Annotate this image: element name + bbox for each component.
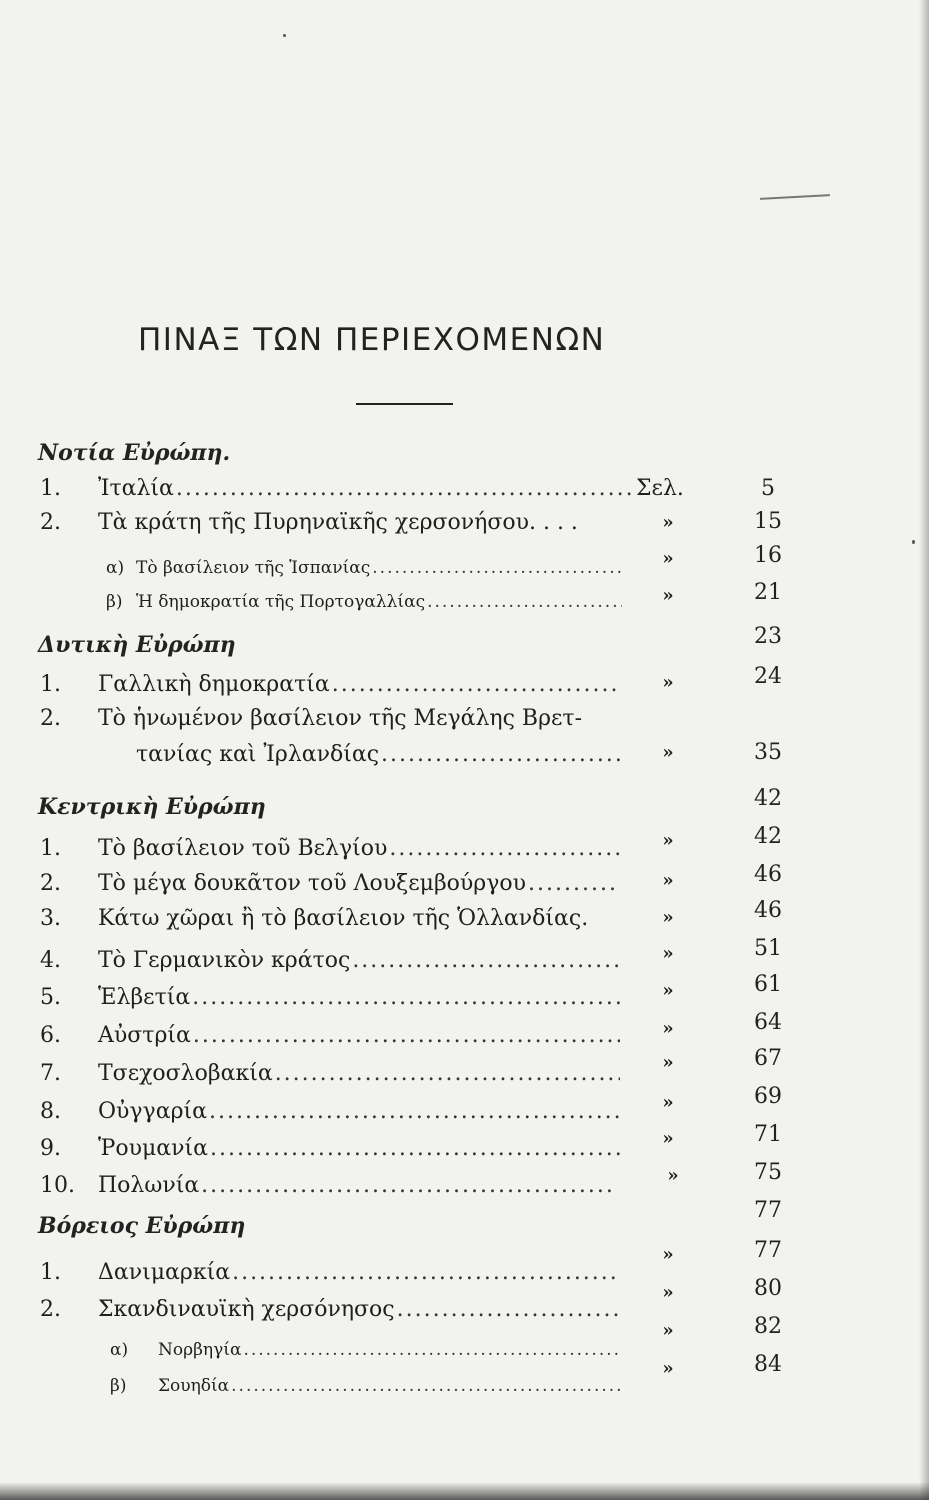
ditto-mark: » [662, 742, 674, 763]
toc-entry[interactable] [40, 1061, 620, 1091]
page-number: 5 [761, 476, 775, 501]
entry-title: Πολωνία [98, 1173, 200, 1198]
leader-dots [176, 476, 636, 501]
ditto-mark: » [662, 1358, 674, 1379]
toc-entry[interactable] [40, 948, 620, 978]
leader-dots [193, 1023, 620, 1048]
entry-title: Νορβηγία [158, 1340, 242, 1360]
entry-number: 8. [40, 1099, 61, 1124]
ditto-mark: » [662, 943, 674, 964]
entry-title: Ἰταλία [98, 476, 174, 501]
entry-title: Σκανδιναυϊκὴ χερσόνησος [98, 1297, 395, 1322]
leader-dots [397, 1297, 620, 1322]
entry-title: Τὸ Γερμανικὸν κράτος [98, 948, 351, 973]
section-heading: Κεντρικὴ Εὐρώπη [38, 794, 266, 820]
entry-number: β) [110, 1376, 127, 1396]
page-number: 23 [754, 624, 782, 649]
entry-number: 2. [40, 510, 61, 535]
ditto-mark: » [662, 830, 674, 851]
toc-entry[interactable] [40, 476, 636, 506]
leader-dots [389, 836, 620, 861]
toc-entry[interactable] [40, 672, 620, 702]
entry-title: Κάτω χῶραι ἢ τὸ βασίλειον τῆς Ὁλλανδίας. [98, 906, 589, 931]
page-title: ΠΙΝΑΞ ΤΩΝ ΠΕΡΙΕΧΟΜΕΝΩΝ [138, 322, 606, 358]
ditto-mark: » [662, 1244, 674, 1265]
title-underline [356, 403, 453, 405]
section-heading: Δυτικὴ Εὐρώπη [38, 632, 236, 658]
ditto-mark: » [662, 1320, 674, 1341]
entry-title: Ῥουμανία [98, 1136, 209, 1161]
page-number: 80 [754, 1276, 782, 1301]
entry-number: 9. [40, 1136, 61, 1161]
page-number: 24 [754, 664, 782, 689]
ditto-mark: » [662, 1282, 674, 1303]
entry-title: Ἡ δημοκρατία τῆς Πορτογαλλίας [136, 592, 426, 612]
entry-title: Τὸ βασίλειον τοῦ Βελγίου [98, 836, 388, 861]
entry-title: Αὐστρία [98, 1023, 191, 1048]
page-number: 69 [754, 1084, 782, 1109]
page-number: 51 [754, 936, 782, 961]
entry-number: 3. [40, 906, 61, 931]
entry-title: Δανιμαρκία [98, 1260, 231, 1285]
page-number: 77 [754, 1238, 782, 1263]
entry-title: Οὐγγαρία [98, 1099, 207, 1124]
leader-dots [352, 948, 620, 973]
page-number: 61 [754, 972, 782, 997]
ditto-mark: » [662, 1052, 674, 1073]
toc-entry[interactable] [40, 906, 620, 936]
toc-entry[interactable] [40, 510, 620, 540]
toc-entry[interactable] [40, 1260, 620, 1290]
ditto-mark: » [662, 1128, 674, 1149]
ditto-mark: » [662, 980, 674, 1001]
toc-entry-continuation[interactable] [136, 742, 622, 772]
entry-number: 1. [40, 836, 61, 861]
leader-dots [427, 592, 622, 612]
entry-number: 5. [40, 985, 61, 1010]
leader-dots [372, 558, 622, 578]
toc-subentry[interactable] [110, 1340, 622, 1370]
entry-number: 1. [40, 476, 61, 501]
toc-entry[interactable] [40, 871, 620, 901]
entry-number: α) [110, 1340, 129, 1360]
page-number: 71 [754, 1122, 782, 1147]
ditto-mark: » [662, 1092, 674, 1113]
entry-title: Σουηδία [158, 1376, 230, 1396]
page-number: 75 [754, 1160, 782, 1185]
ditto-mark: » [662, 907, 674, 928]
entry-title: Τσεχοσλοβακία [98, 1061, 273, 1086]
page-number: 84 [754, 1352, 782, 1377]
leader-dots [209, 1099, 620, 1124]
entry-number: 1. [40, 672, 61, 697]
paper-speck [283, 34, 286, 37]
leader-dots [275, 1061, 620, 1086]
toc-entry[interactable] [40, 985, 620, 1015]
page-number: 64 [754, 1010, 782, 1035]
page-number: 42 [754, 824, 782, 849]
entry-number: 1. [40, 1260, 61, 1285]
entry-number: 4. [40, 948, 61, 973]
page-number: 46 [754, 898, 782, 923]
leader-dots [232, 1260, 620, 1285]
pencil-mark [760, 194, 830, 200]
ditto-mark: » [662, 548, 674, 569]
leader-dots [201, 1173, 614, 1198]
ditto-mark: » [662, 870, 674, 891]
toc-entry[interactable] [40, 706, 680, 736]
page-bottom-shadow [0, 1482, 929, 1500]
ditto-mark: » [667, 1165, 679, 1186]
entry-number: 7. [40, 1061, 61, 1086]
section-heading: Νοτία Εὐρώπη. [38, 440, 231, 466]
ditto-mark: » [662, 512, 674, 533]
toc-entry[interactable] [40, 1136, 620, 1166]
leader-dots [231, 1376, 622, 1396]
page-number: 35 [754, 740, 782, 765]
page-number: 46 [754, 862, 782, 887]
leader-dots [332, 672, 620, 697]
page-label: Σελ. [636, 476, 684, 501]
entry-number: 6. [40, 1023, 61, 1048]
leader-dots [192, 985, 620, 1010]
entry-title: Τὸ μέγα δουκᾶτον τοῦ Λουξεμβούργου [98, 871, 527, 896]
page-number: 67 [754, 1046, 782, 1071]
page-number: 21 [754, 580, 782, 605]
page-number: 77 [754, 1198, 782, 1223]
entry-title: τανίας καὶ Ἰρλανδίας [136, 742, 380, 767]
ditto-mark: » [662, 672, 674, 693]
entry-number: 2. [40, 1297, 61, 1322]
entry-title: Τὸ ἡνωμένον βασίλειον τῆς Μεγάλης Βρετ- [98, 706, 583, 731]
page-number: 82 [754, 1314, 782, 1339]
leader-dots [243, 1340, 622, 1360]
toc-entry[interactable] [40, 1173, 614, 1203]
toc-entry[interactable] [40, 1099, 620, 1129]
entry-number: 10. [40, 1173, 75, 1198]
paper-speck [912, 540, 915, 544]
leader-dots [528, 871, 620, 896]
toc-entry[interactable] [40, 1023, 620, 1053]
toc-subentry[interactable] [110, 1376, 622, 1406]
toc-subentry[interactable] [106, 592, 622, 622]
page-number: 42 [754, 786, 782, 811]
ditto-mark: » [662, 1018, 674, 1039]
leader-dots [210, 1136, 620, 1161]
section-heading: Βόρειος Εὐρώπη [38, 1213, 246, 1239]
entry-number: α) [106, 558, 125, 578]
entry-title: Γαλλικὴ δημοκρατία [98, 672, 330, 697]
entry-title: Ἑλβετία [98, 985, 191, 1010]
entry-title: Τὰ κράτη τῆς Πυρηναϊκῆς χερσονήσου. . . . [98, 510, 578, 535]
entry-number: 2. [40, 706, 61, 731]
page-edge-shadow [919, 0, 929, 1500]
leader-dots [381, 742, 622, 767]
ditto-mark: » [662, 585, 674, 606]
entry-number: 2. [40, 871, 61, 896]
page-number: 16 [754, 543, 782, 568]
page-number: 15 [754, 509, 782, 534]
toc-entry[interactable] [40, 1297, 620, 1327]
toc-subentry[interactable] [106, 558, 622, 588]
entry-number: β) [106, 592, 123, 612]
toc-entry[interactable] [40, 836, 620, 866]
entry-title: Τὸ βασίλειον τῆς Ἱσπανίας [136, 558, 371, 578]
